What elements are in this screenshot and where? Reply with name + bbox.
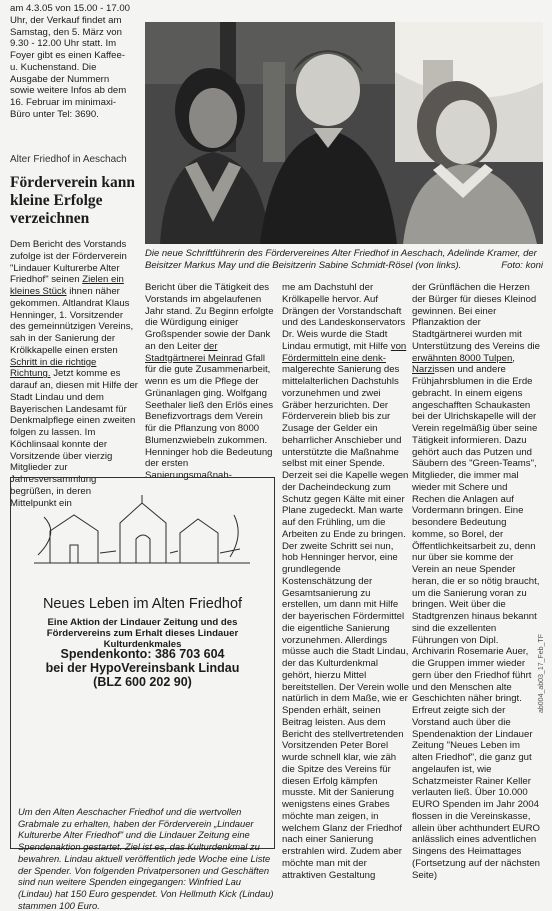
photo-credit: Foto: koni (501, 259, 543, 271)
section-kicker: Alter Friedhof in Aeschach (10, 154, 127, 165)
photo-illustration (145, 22, 543, 244)
ad-bank-code: (BLZ 600 202 90) (93, 675, 192, 689)
text-run: der Grünflächen die Herzen der Bürger für dieses Kleinod gewinnen. Bei einer Pflanzaktion der Stadtgärtnerei wurden mit Unterstützung des Vereins die (412, 282, 540, 352)
ad-subtitle: Eine Aktion der Lindauer Zeitung und des (47, 617, 238, 628)
article-column-1 (10, 239, 138, 509)
article-column-2 (145, 282, 275, 482)
article-photo (145, 22, 543, 244)
side-note: ab004_ab03_17_Feb_TF (538, 633, 545, 713)
ad-bank-name: bei der HypoVereinsbank Lindau (45, 661, 240, 675)
text-run: ihnen näher gekommen. Altlandrat Klaus Henninger, 1. Vorsitzender des gemeinnützigen Vereins, sah in der Sanierung der Krölkkapelle einen ersten (10, 286, 134, 356)
text-run: me am Dachstuhl der Krölkapelle hervor. Auf Drängen der Vorstandschaft und des Landeskonservators Dr. Weis wurde die Stadt Lindau ermutigt, mit Hilfe (282, 282, 406, 352)
article-column-3 (282, 282, 410, 881)
text-run-underlined: erwähnten 8000 Tulpen, Narzi (412, 352, 515, 376)
text-run-underlined: Schritt in die richtige Richtung. (10, 356, 97, 380)
donation-ad (10, 477, 275, 911)
text-run-underlined: von Fördermitteln eine denk- (282, 340, 407, 364)
text-run: Bericht über die Tätigkeit des Vorstands im abgelaufenen Jahr stand. Zu Beginn erfolgte die Würdigung einiger Großspender sowie der Dank an den Leiter (145, 282, 274, 352)
text-run-underlined: der Stadtgärtnerei Meinrad (145, 340, 243, 364)
text-run: ssen und andere Frühjahrsblumen in die Erde gebracht. In einem eigens angeschafften Schaukasten bei der Ulrichskapelle will der Verein regelmäßig über seine Tätigkeit informieren. Dazu gehört auch das Putzen und Säubern des "Green-Teams", Mitglieder, die immer mal wieder mit Schere und Rechen die Anlagen auf Vordermann bringen. Eine besondere Bedeutung komme, so Borel, der Öffentlichkeitsarbeit zu, denn nur über sie komme der Verein an neue Spender heran, die er so nötig braucht, um die Sanierung voran zu bringen. Weit über die Stadtgrenzen hinaus bekannt sind die exzellenten Führungen von Dipl. Archivarin Rosemarie Auer, die Gruppen immer wieder gern über den Friedhof führt und den Menschen alte Geschichten näher bringt. Erfreut zeigte sich der Vorstand auch über die Spendenaktion der Lindauer Zeitung "Neues Leben im alten Friedhof", die ganz gut angelaufen ist, wie Schatzmeister Rainer Keller verlauten ließ. Über 10.000 EURO Spenden im Jahr 2004 flossen in die Vereinskasse, allein über achthundert EURO anlässlich eines adventlichen Singens des Heimattages (Fortsetzung auf der nächsten Seite) (412, 364, 540, 881)
ad-subtitle: Fördervereins zum Erhalt dieses Lindauer Kulturdenkmales (46, 628, 239, 650)
intro-text: am 4.3.05 von 15.00 - 17.00 Uhr, der Verkauf findet am Samstag, den 5. März von 9.30 - 12.00 Uhr statt. Im Foyer gibt es einen Kaffee- u. Kuchenstand. Die Ausgabe der Nummern sowie weitere Infos ab dem 16. Februar im minimaxi-Büro unter Tel: 3690. (10, 3, 131, 120)
photo-caption (145, 248, 543, 271)
ad-account-number: Spendenkonto: 386 703 604 (60, 647, 225, 661)
article-column-4 (412, 282, 542, 881)
text-run-underlined: Zielen ein kleines Stück (10, 274, 124, 297)
ad-story: Um den Alten Aeschacher Friedhof und die wertvollen Grabmale zu erhalten, haben der Förderverein „Lindauer Kulturerbe Alter Friedhof" und die Lindauer Zeitung eine Spendenaktion gestartet. Ziel ist es, das Kulturdenkmal zu bewahren. Lindau aktuell veröffentlich jede Woche eine Liste der Spender. Von folgenden Privatpersonen und Geschäften sind nun weitere Spenden eingegangen: Winfried Lau (Lindau) hat 150 Euro gespendet. Von Hellmuth Kick (Lindau) stammen 100 Euro. (18, 806, 274, 911)
text-run: Dem Bericht des Vorstands zufolge ist der Förderverein "Lindauer Kulturerbe Alter Friedhof" seinen (10, 239, 127, 286)
text-run: Jetzt komme es darauf an, diesen mit Hilfe der Stadt Lindau und dem Bayerischen Landesamt für Denkmalpflege einen zweiten folgen zu lassen. Im Köchlinsaal konnte der Vorsitzende über vierzig Mitglieder zur Jahresversammlung begrüßen, in deren Mittelpunkt ein (10, 368, 138, 509)
article-headline: Förderverein kann kleine Erfolge verzeichnen (10, 174, 135, 227)
chapel-sketch-icon (30, 493, 254, 565)
ad-title: Neues Leben im Alten Friedhof (42, 596, 243, 612)
caption-text: Die neue Schriftführerin des Fördervereines Alter Friedhof in Aeschach, Adelinde Kramer, der Beisitzer Markus May und die Beisitzerin Sabine Schmidt-Rösel (von links). (145, 248, 537, 271)
text-run: Gfall für die gute Zusammenarbeit, wenn es um die Pflege der Grünanlagen ging. Wolfgang Seethaler ließ den Erlös eines Benefizvortrags dem Verein für die Pflanzung von 8000 Blumenzwiebeln zukommen. Henninger hob die Bedeutung der ersten Sanierungsmaßnah- (145, 352, 273, 481)
text-run: malgerechte Sanierung des mittelalterlichen Dachstuhls vorzunehmen und zwei Gräber herzurichten. Der Förderverein blieb bis zur Zusage der Gelder ein beharrlicher Anschieber und unterstützte die Maßnahme selbst mit einer Spende. Derzeit sei die Kapelle wegen der Dacheindeckung zum Schutz gegen Kälte mit einer Plane zugedeckt. Man warte auf den Frühling, um die Arbeiten zu Ende zu bringen. Der zweite Schritt sei nun, hob Henninger hervor, eine grundlegende Kostenschätzung der Gesamtsanierung zu erstellen, um dann mit Hilfe der bayerischen Fördermittel die eigentliche Sanierung vorzunehmen. Allerdings müsse auch die Stadt Lindau, der das Kulturdenkmal gehört, hierzu Mittel bereitstellen. Der Verein wolle natürlich in dem Maße, wie er Spenden erhält, seinen Beitrag leisten. Aus dem Bericht des stellvertretenden Vorsitzenden Peter Borel wurde schnell klar, wie zäh die Spitze des Vereins für diesen Erfolg kämpfen musste. Mit der Sanierung wenigstens eines Grabes möchte man zeigen, in welchem Glanz der Friedhof nach einer Sanierung erstrahlen wird. Zudem aber möchte man mit der attraktiven Gestaltung (282, 364, 409, 881)
